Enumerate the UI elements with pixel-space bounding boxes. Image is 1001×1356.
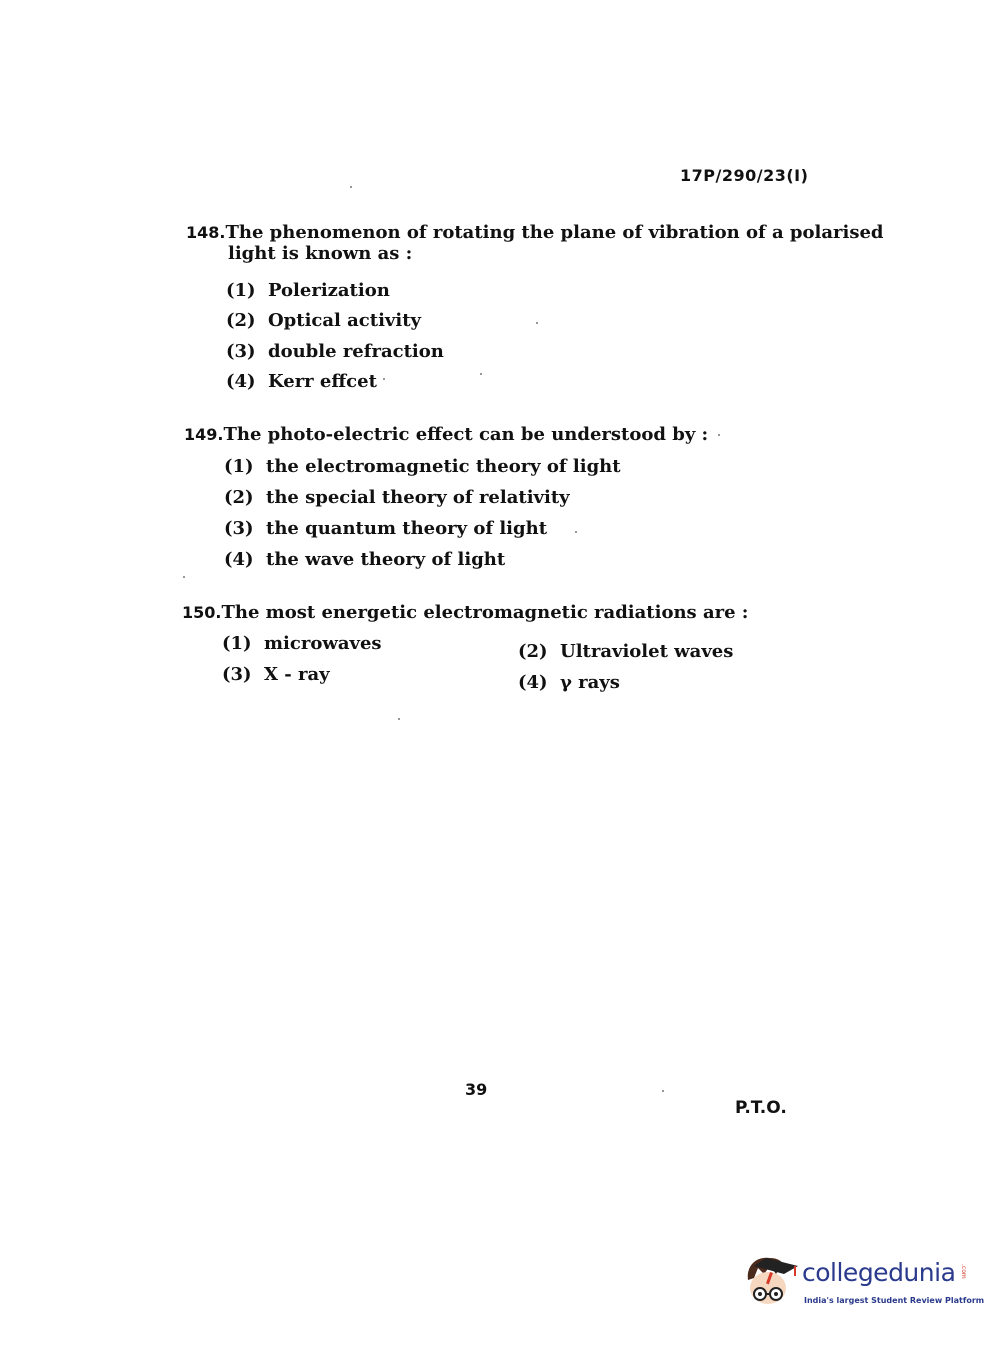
option-label: (4) (518, 672, 548, 693)
option-label: (1) (224, 456, 254, 477)
option (518, 641, 733, 662)
option-text: microwaves (264, 633, 382, 654)
option-label: (3) (226, 341, 256, 362)
option-label: (4) (226, 371, 256, 392)
option (226, 310, 421, 331)
student-mascot-icon (740, 1250, 800, 1310)
paper-code: 17P/290/23(I) (680, 166, 809, 185)
question-text: The most energetic electromagnetic radiations are : (221, 602, 749, 623)
page-number: 39 (465, 1080, 488, 1099)
question-number: 148. (186, 223, 226, 242)
option (226, 280, 390, 301)
scan-speck (183, 576, 185, 578)
option-text: X - ray (264, 664, 330, 685)
option-text: Polerization (268, 280, 390, 301)
option-text: the electromagnetic theory of light (266, 456, 621, 477)
option (222, 664, 330, 685)
option-text: γ rays (560, 672, 620, 693)
scan-speck (350, 186, 352, 188)
scan-speck (383, 378, 385, 380)
option-label: (1) (226, 280, 256, 301)
option (222, 633, 382, 654)
option-text: Kerr effcet (268, 371, 377, 392)
brand-domain: .com (960, 1264, 967, 1279)
option-text: the quantum theory of light (266, 518, 548, 539)
scan-speck (398, 718, 400, 720)
option-label: (2) (518, 641, 548, 662)
brand-tagline: India's largest Student Review Platform (804, 1296, 985, 1305)
option-label: (1) (222, 633, 252, 654)
scan-speck (480, 373, 482, 375)
option (224, 456, 621, 477)
question-number: 149. (184, 425, 224, 444)
scan-speck (662, 1090, 664, 1092)
option (226, 341, 444, 362)
option-label: (2) (226, 310, 256, 331)
option (224, 487, 570, 508)
question-text: The phenomenon of rotating the plane of vibration of a polarised (225, 222, 884, 243)
option (518, 672, 620, 693)
question-text: The photo-electric effect can be understood by : (223, 424, 709, 445)
option-text: double refraction (268, 341, 444, 362)
option-text: Ultraviolet waves (560, 641, 734, 662)
option-text: Optical activity (268, 310, 421, 331)
option-text: the wave theory of light (266, 549, 506, 570)
option (224, 549, 505, 570)
question-number: 150. (182, 603, 222, 622)
collegedunia-watermark (740, 1250, 985, 1310)
option-label: (3) (224, 518, 254, 539)
brand-name: collegedunia (802, 1258, 956, 1287)
question-148 (186, 222, 884, 264)
scan-speck (575, 531, 577, 533)
scan-speck (536, 322, 538, 324)
option-label: (4) (224, 549, 254, 570)
question-149 (184, 424, 708, 445)
option-label: (3) (222, 664, 252, 685)
option (224, 518, 547, 539)
pto-label: P.T.O. (735, 1098, 787, 1118)
question-text-continued: light is known as : (228, 243, 413, 264)
option-label: (2) (224, 487, 254, 508)
option (226, 371, 377, 392)
scan-speck (718, 434, 720, 436)
option-text: the special theory of relativity (266, 487, 570, 508)
question-150 (182, 602, 748, 623)
